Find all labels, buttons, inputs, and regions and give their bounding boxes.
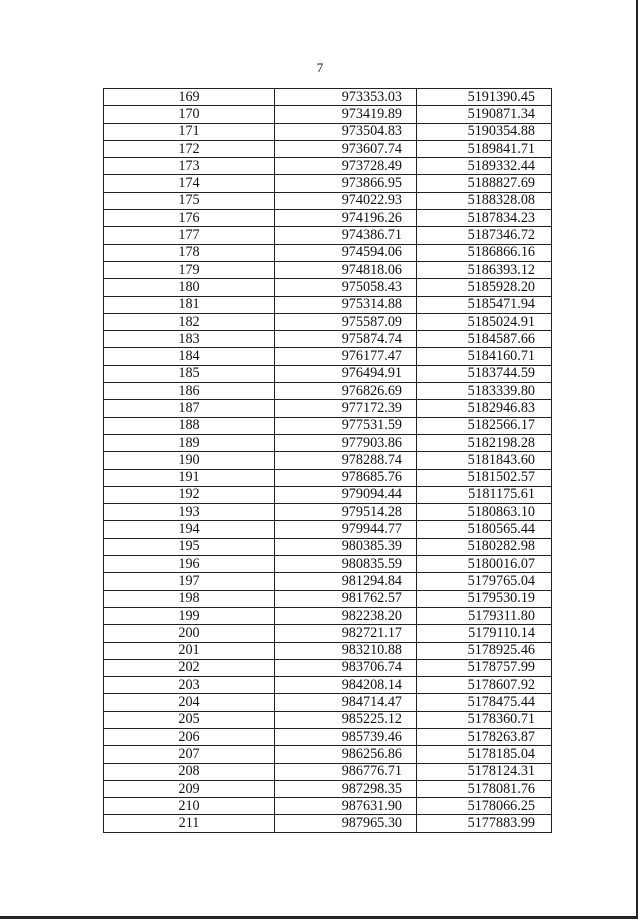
point-number-cell: 198 — [104, 590, 275, 607]
table-row — [104, 556, 552, 573]
table-row — [104, 573, 552, 590]
point-number-cell: 176 — [104, 210, 275, 227]
y-coordinate-cell: 5178124.31 — [417, 763, 552, 780]
point-number-cell: 192 — [104, 486, 275, 503]
point-number-cell: 195 — [104, 538, 275, 555]
point-number-cell: 180 — [104, 279, 275, 296]
x-coordinate-cell: 986256.86 — [275, 746, 417, 763]
x-coordinate-cell: 978685.76 — [275, 469, 417, 486]
x-coordinate-cell: 979514.28 — [275, 504, 417, 521]
x-coordinate-cell: 975587.09 — [275, 313, 417, 330]
y-coordinate-cell: 5178925.46 — [417, 642, 552, 659]
x-coordinate-cell: 984208.14 — [275, 677, 417, 694]
table-row — [104, 192, 552, 209]
point-number-cell: 200 — [104, 625, 275, 642]
y-coordinate-cell: 5185024.91 — [417, 313, 552, 330]
x-coordinate-cell: 973504.83 — [275, 123, 417, 140]
point-number-cell: 189 — [104, 434, 275, 451]
y-coordinate-cell: 5178475.44 — [417, 694, 552, 711]
point-number-cell: 201 — [104, 642, 275, 659]
table-row — [104, 106, 552, 123]
y-coordinate-cell: 5178263.87 — [417, 728, 552, 745]
point-number-cell: 205 — [104, 711, 275, 728]
table-row — [104, 123, 552, 140]
point-number-cell: 209 — [104, 780, 275, 797]
y-coordinate-cell: 5190354.88 — [417, 123, 552, 140]
y-coordinate-cell: 5190871.34 — [417, 106, 552, 123]
table-row — [104, 244, 552, 261]
table-row — [104, 313, 552, 330]
point-number-cell: 184 — [104, 348, 275, 365]
point-number-cell: 204 — [104, 694, 275, 711]
x-coordinate-cell: 980385.39 — [275, 538, 417, 555]
x-coordinate-cell: 983706.74 — [275, 659, 417, 676]
point-number-cell: 181 — [104, 296, 275, 313]
y-coordinate-cell: 5187346.72 — [417, 227, 552, 244]
y-coordinate-cell: 5183744.59 — [417, 365, 552, 382]
x-coordinate-cell: 981762.57 — [275, 590, 417, 607]
y-coordinate-cell: 5181843.60 — [417, 452, 552, 469]
table-row — [104, 175, 552, 192]
table-row — [104, 728, 552, 745]
y-coordinate-cell: 5178360.71 — [417, 711, 552, 728]
x-coordinate-cell: 986776.71 — [275, 763, 417, 780]
point-number-cell: 179 — [104, 261, 275, 278]
y-coordinate-cell: 5179311.80 — [417, 607, 552, 624]
y-coordinate-cell: 5188827.69 — [417, 175, 552, 192]
table-row — [104, 642, 552, 659]
point-number-cell: 185 — [104, 365, 275, 382]
table-row — [104, 538, 552, 555]
point-number-cell: 170 — [104, 106, 275, 123]
page-number: 7 — [316, 60, 324, 75]
table-row — [104, 452, 552, 469]
table-row — [104, 296, 552, 313]
point-number-cell: 169 — [104, 89, 275, 106]
point-number-cell: 211 — [104, 815, 275, 832]
point-number-cell: 175 — [104, 192, 275, 209]
table-row — [104, 417, 552, 434]
table-row — [104, 140, 552, 157]
x-coordinate-cell: 973607.74 — [275, 140, 417, 157]
table-row — [104, 590, 552, 607]
x-coordinate-cell: 974594.06 — [275, 244, 417, 261]
y-coordinate-cell: 5188328.08 — [417, 192, 552, 209]
table-row — [104, 504, 552, 521]
point-number-cell: 177 — [104, 227, 275, 244]
y-coordinate-cell: 5185471.94 — [417, 296, 552, 313]
x-coordinate-cell: 973419.89 — [275, 106, 417, 123]
x-coordinate-cell: 985225.12 — [275, 711, 417, 728]
y-coordinate-cell: 5178757.99 — [417, 659, 552, 676]
table-row — [104, 279, 552, 296]
point-number-cell: 208 — [104, 763, 275, 780]
table-row — [104, 400, 552, 417]
point-number-cell: 202 — [104, 659, 275, 676]
point-number-cell: 193 — [104, 504, 275, 521]
y-coordinate-cell: 5180863.10 — [417, 504, 552, 521]
table-row — [104, 815, 552, 832]
table-row — [104, 227, 552, 244]
table-row — [104, 158, 552, 175]
y-coordinate-cell: 5180565.44 — [417, 521, 552, 538]
y-coordinate-cell: 5189332.44 — [417, 158, 552, 175]
x-coordinate-cell: 973866.95 — [275, 175, 417, 192]
x-coordinate-cell: 974022.93 — [275, 192, 417, 209]
x-coordinate-cell: 987965.30 — [275, 815, 417, 832]
x-coordinate-cell: 985739.46 — [275, 728, 417, 745]
x-coordinate-cell: 977172.39 — [275, 400, 417, 417]
x-coordinate-cell: 978288.74 — [275, 452, 417, 469]
x-coordinate-cell: 974386.71 — [275, 227, 417, 244]
table-row — [104, 694, 552, 711]
y-coordinate-cell: 5181502.57 — [417, 469, 552, 486]
table-row — [104, 625, 552, 642]
point-number-cell: 188 — [104, 417, 275, 434]
x-coordinate-cell: 975874.74 — [275, 331, 417, 348]
x-coordinate-cell: 975058.43 — [275, 279, 417, 296]
table-row — [104, 383, 552, 400]
y-coordinate-cell: 5182198.28 — [417, 434, 552, 451]
table-row — [104, 798, 552, 815]
y-coordinate-cell: 5183339.80 — [417, 383, 552, 400]
x-coordinate-cell: 974196.26 — [275, 210, 417, 227]
table-row — [104, 469, 552, 486]
table-row — [104, 261, 552, 278]
x-coordinate-cell: 979094.44 — [275, 486, 417, 503]
point-number-cell: 172 — [104, 140, 275, 157]
point-number-cell: 194 — [104, 521, 275, 538]
point-number-cell: 210 — [104, 798, 275, 815]
x-coordinate-cell: 974818.06 — [275, 261, 417, 278]
table-row — [104, 434, 552, 451]
y-coordinate-cell: 5182946.83 — [417, 400, 552, 417]
x-coordinate-cell: 980835.59 — [275, 556, 417, 573]
y-coordinate-cell: 5180016.07 — [417, 556, 552, 573]
y-coordinate-cell: 5191390.45 — [417, 89, 552, 106]
table-row — [104, 521, 552, 538]
x-coordinate-cell: 976177.47 — [275, 348, 417, 365]
table-row — [104, 331, 552, 348]
point-number-cell: 186 — [104, 383, 275, 400]
point-number-cell: 178 — [104, 244, 275, 261]
table-row — [104, 210, 552, 227]
point-number-cell: 183 — [104, 331, 275, 348]
y-coordinate-cell: 5186393.12 — [417, 261, 552, 278]
point-number-cell: 171 — [104, 123, 275, 140]
table-row — [104, 711, 552, 728]
point-number-cell: 187 — [104, 400, 275, 417]
point-number-cell: 190 — [104, 452, 275, 469]
x-coordinate-cell: 976494.91 — [275, 365, 417, 382]
point-number-cell: 206 — [104, 728, 275, 745]
y-coordinate-cell: 5180282.98 — [417, 538, 552, 555]
table-row — [104, 348, 552, 365]
coordinates-table-body — [104, 89, 552, 833]
x-coordinate-cell: 977903.86 — [275, 434, 417, 451]
point-number-cell: 196 — [104, 556, 275, 573]
x-coordinate-cell: 987631.90 — [275, 798, 417, 815]
x-coordinate-cell: 981294.84 — [275, 573, 417, 590]
x-coordinate-cell: 984714.47 — [275, 694, 417, 711]
y-coordinate-cell: 5184587.66 — [417, 331, 552, 348]
table-row — [104, 763, 552, 780]
y-coordinate-cell: 5182566.17 — [417, 417, 552, 434]
table-row — [104, 89, 552, 106]
table-row — [104, 780, 552, 797]
x-coordinate-cell: 982238.20 — [275, 607, 417, 624]
table-row — [104, 607, 552, 624]
y-coordinate-cell: 5189841.71 — [417, 140, 552, 157]
point-number-cell: 182 — [104, 313, 275, 330]
y-coordinate-cell: 5179765.04 — [417, 573, 552, 590]
x-coordinate-cell: 979944.77 — [275, 521, 417, 538]
coordinates-table — [103, 88, 552, 833]
y-coordinate-cell: 5178185.04 — [417, 746, 552, 763]
table-row — [104, 677, 552, 694]
point-number-cell: 199 — [104, 607, 275, 624]
x-coordinate-cell: 982721.17 — [275, 625, 417, 642]
table-row — [104, 746, 552, 763]
point-number-cell: 203 — [104, 677, 275, 694]
table-row — [104, 365, 552, 382]
point-number-cell: 197 — [104, 573, 275, 590]
y-coordinate-cell: 5177883.99 — [417, 815, 552, 832]
y-coordinate-cell: 5179530.19 — [417, 590, 552, 607]
x-coordinate-cell: 987298.35 — [275, 780, 417, 797]
x-coordinate-cell: 973728.49 — [275, 158, 417, 175]
x-coordinate-cell: 973353.03 — [275, 89, 417, 106]
y-coordinate-cell: 5178081.76 — [417, 780, 552, 797]
y-coordinate-cell: 5181175.61 — [417, 486, 552, 503]
y-coordinate-cell: 5178607.92 — [417, 677, 552, 694]
table-row — [104, 486, 552, 503]
y-coordinate-cell: 5185928.20 — [417, 279, 552, 296]
x-coordinate-cell: 983210.88 — [275, 642, 417, 659]
y-coordinate-cell: 5179110.14 — [417, 625, 552, 642]
table-row — [104, 659, 552, 676]
point-number-cell: 173 — [104, 158, 275, 175]
point-number-cell: 207 — [104, 746, 275, 763]
y-coordinate-cell: 5184160.71 — [417, 348, 552, 365]
y-coordinate-cell: 5187834.23 — [417, 210, 552, 227]
point-number-cell: 174 — [104, 175, 275, 192]
point-number-cell: 191 — [104, 469, 275, 486]
x-coordinate-cell: 976826.69 — [275, 383, 417, 400]
x-coordinate-cell: 977531.59 — [275, 417, 417, 434]
y-coordinate-cell: 5178066.25 — [417, 798, 552, 815]
y-coordinate-cell: 5186866.16 — [417, 244, 552, 261]
x-coordinate-cell: 975314.88 — [275, 296, 417, 313]
